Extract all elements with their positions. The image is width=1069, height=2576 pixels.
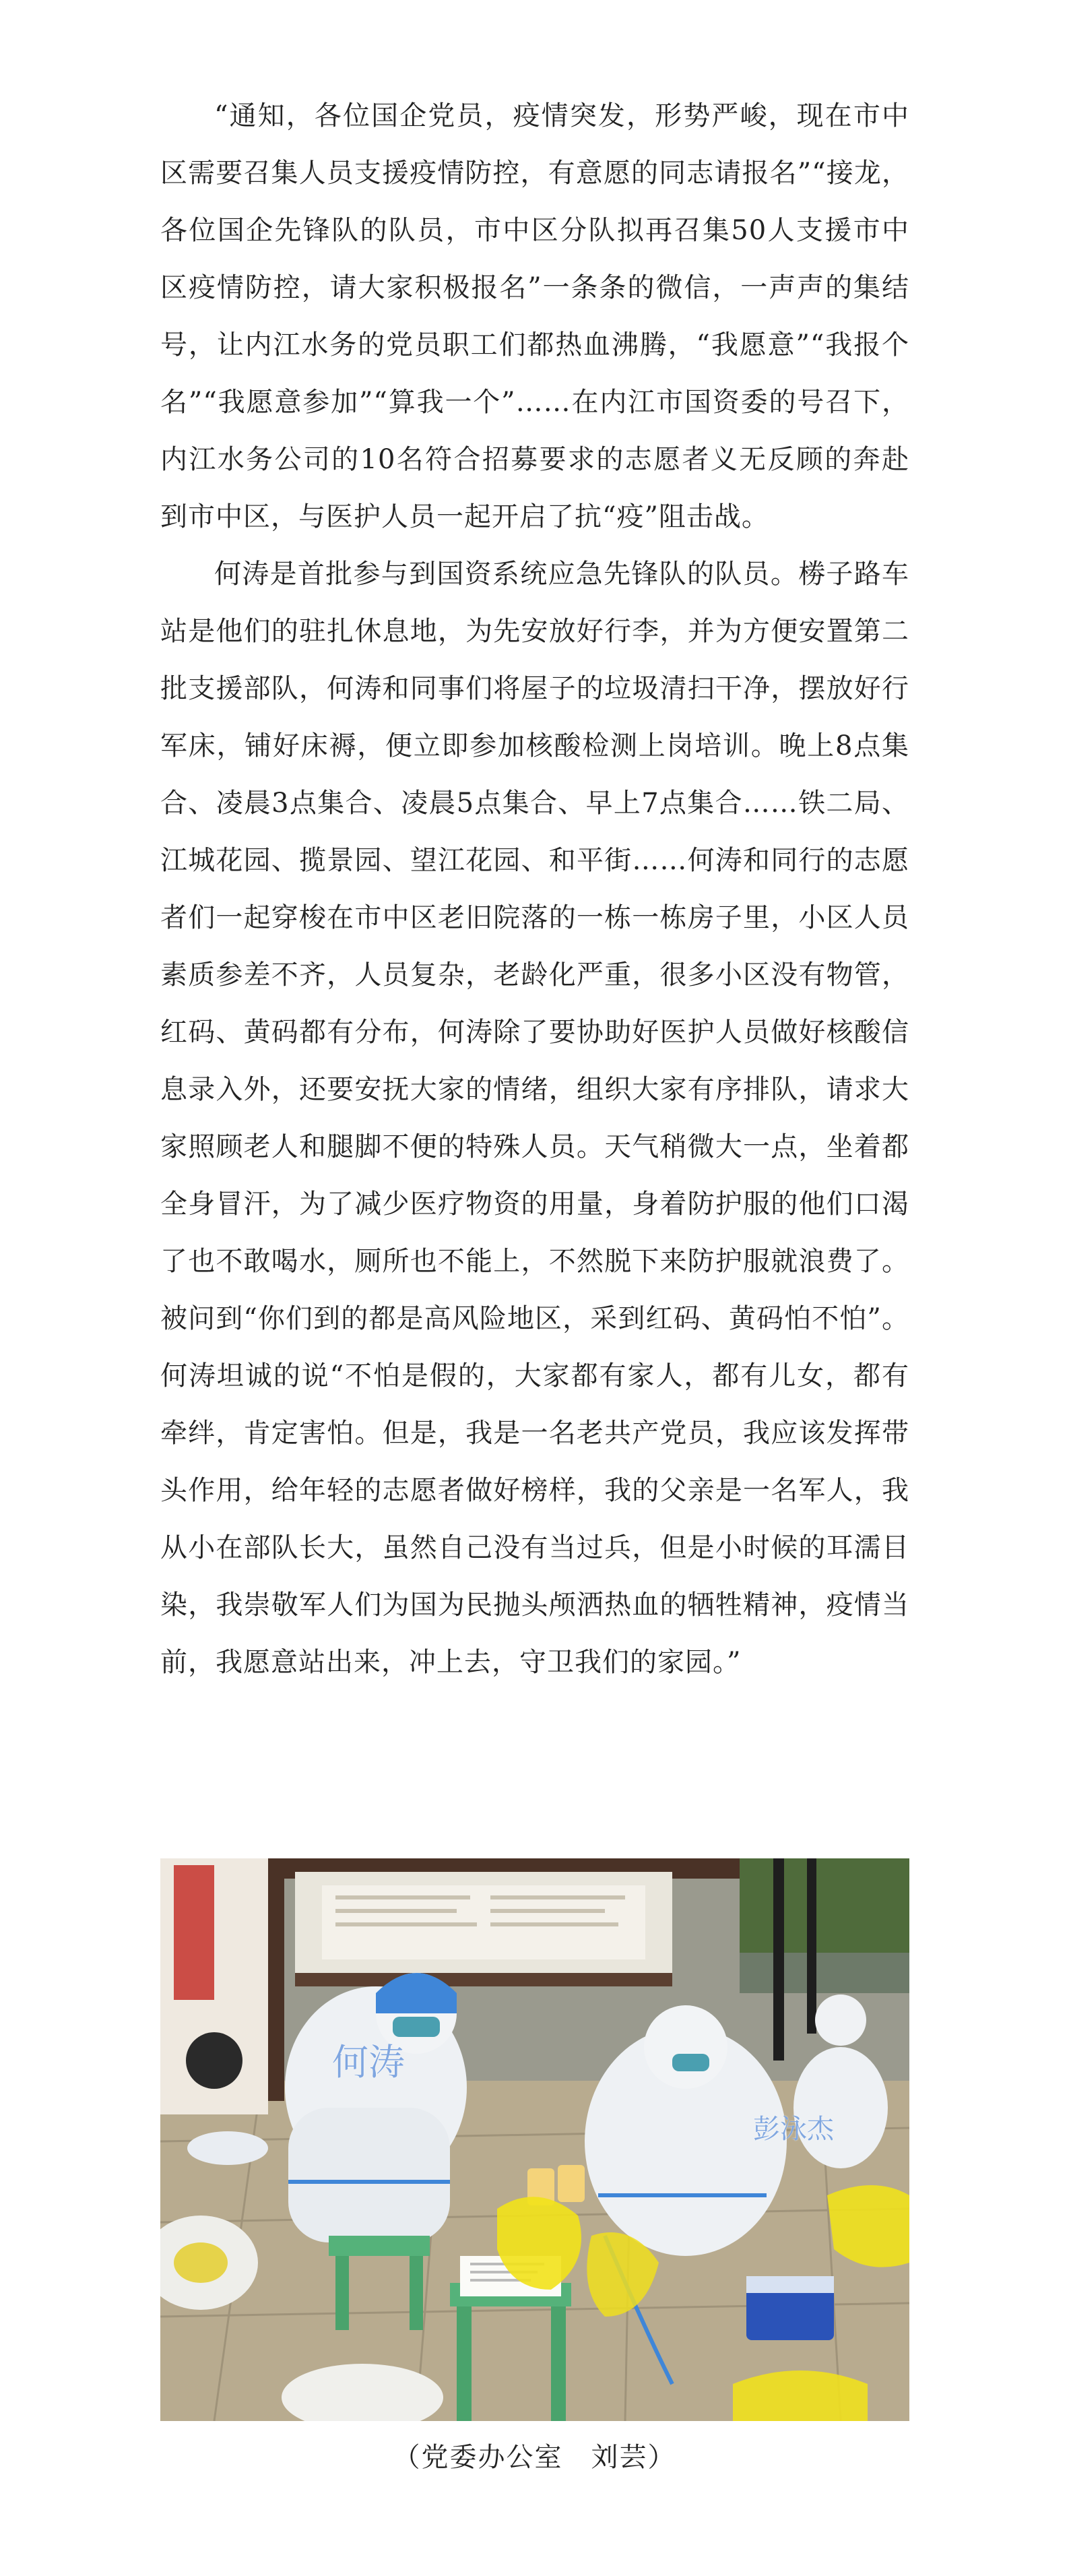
photo-label-he-tao: 何涛 (332, 2041, 405, 2083)
photo-label-peng-yongjie: 彭泳杰 (753, 2114, 834, 2145)
volunteer-photo (160, 1858, 909, 2421)
article-body (160, 88, 909, 1691)
article-paragraph-1: “通知，各位国企党员，疫情突发，形势严峻，现在市中区需要召集人员支援疫情防控，有意愿的同志请报名”“接龙，各位国企先锋队的队员，市中区分队拟再召集50人支援市中区疫情防控，请大家积极报名”一条条的微信，一声声的集结号，让内江水务的党员职工们都热血沸腾，“我愿意”“我报个名”“我愿意参加”“算我一个”……在内江市国资委的号召下，内江水务公司的10名符合招募要求的志愿者义无反顾的奔赴到市中区，与医护人员一起开启了抗“疫”阻击战。 (160, 100, 909, 532)
photo-caption: （党委办公室 刘芸） (393, 2442, 676, 2473)
article-paragraph-2: 何涛是首批参与到国资系统应急先锋队的队员。椦子路车站是他们的驻扎休息地，为先安放好行李，并为方便安置第二批支援部队，何涛和同事们将屋子的垃圾清扫干净，摆放好行军床，铺好床褥，便立即参加核酸检测上岗培训。晚上8点集合、凌晨3点集合、凌晨5点集合、早上7点集合……铁二局、江城花园、揽景园、望江花园、和平街……何涛和同行的志愿者们一起穿梭在市中区老旧院落的一栋一栋房子里，小区人员素质参差不齐，人员复杂，老龄化严重，很多小区没有物管，红码、黄码都有分布，何涛除了要协助好医护人员做好核酸信息录入外，还要安抚大家的情绪，组织大家有序排队，请求大家照顾老人和腿脚不便的特殊人员。天气稍微大一点，坐着都全身冒汗，为了减少医疗物资的用量，身着防护服的他们口渴了也不敢喝水，厕所也不能上，不然脱下来防护服就浪费了。被问到“你们到的都是高风险地区，采到红码、黄码怕不怕”。何涛坦诚的说“不怕是假的，大家都有家人，都有儿女，都有牵绊，肯定害怕。但是，我是一名老共产党员，我应该发挥带头作用，给年轻的志愿者做好榜样，我的父亲是一名军人，我从小在部队长大，虽然自己没有当过兵，但是小时候的耳濡目染，我崇敬军人们为国为民抛头颅洒热血的牺牲精神，疫情当前，我愿意站出来，冲上去，守卫我们的家园。” (160, 559, 909, 1678)
